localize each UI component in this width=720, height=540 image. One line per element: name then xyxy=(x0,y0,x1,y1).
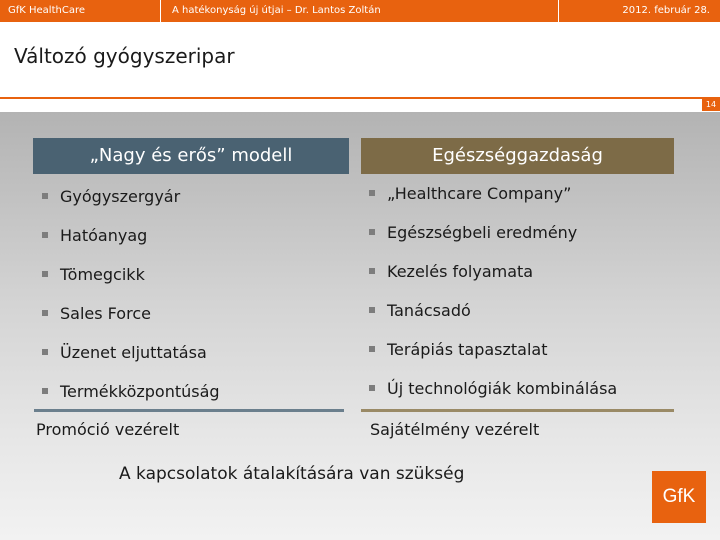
header-divider xyxy=(160,0,161,22)
square-bullet-icon xyxy=(369,268,375,274)
square-bullet-icon xyxy=(42,349,48,355)
list-item xyxy=(369,297,617,336)
page-number: 14 xyxy=(702,99,720,111)
square-bullet-icon xyxy=(42,310,48,316)
list-item-label: „Healthcare Company” xyxy=(387,184,572,203)
slide-title: Változó gyógyszeripar xyxy=(14,44,235,68)
list-item xyxy=(369,180,617,219)
gfk-logo: GfK xyxy=(652,471,706,523)
list-item-label: Sales Force xyxy=(60,304,151,323)
list-item xyxy=(369,336,617,375)
square-bullet-icon xyxy=(42,388,48,394)
square-bullet-icon xyxy=(369,346,375,352)
list-item-label: Új technológiák kombinálása xyxy=(387,379,618,398)
list-item-label: Tanácsadó xyxy=(387,301,471,320)
left-column-divider xyxy=(34,409,344,412)
list-item-label: Hatóanyag xyxy=(60,226,148,245)
header-presentation-title: A hatékonyság új útjai – Dr. Lantos Zoltán xyxy=(172,5,381,16)
list-item-label: Kezelés folyamata xyxy=(387,262,534,281)
list-item-label: Tömegcikk xyxy=(60,265,145,284)
list-item xyxy=(42,339,220,378)
right-column-list xyxy=(369,180,617,414)
square-bullet-icon xyxy=(369,190,375,196)
list-item xyxy=(369,258,617,297)
list-item xyxy=(42,300,220,339)
title-divider xyxy=(0,97,720,99)
square-bullet-icon xyxy=(369,307,375,313)
list-item-label: Gyógyszergyár xyxy=(60,187,181,206)
list-item xyxy=(42,261,220,300)
conclusion-text: A kapcsolatok átalakítására van szükség xyxy=(119,464,465,484)
square-bullet-icon xyxy=(369,385,375,391)
header-divider xyxy=(558,0,559,22)
right-column-footer: Sajátélmény vezérelt xyxy=(370,420,540,439)
list-item xyxy=(369,219,617,258)
list-item-label: Üzenet eljuttatása xyxy=(60,343,207,362)
list-item xyxy=(42,222,220,261)
header-company: GfK HealthCare xyxy=(8,5,85,16)
left-column-footer: Promóció vezérelt xyxy=(36,420,180,439)
left-column-list xyxy=(42,183,220,417)
list-item-label: Termékközpontúság xyxy=(60,382,220,401)
left-column-heading: „Nagy és erős” modell xyxy=(33,138,349,174)
list-item-label: Egészségbeli eredmény xyxy=(387,223,578,242)
square-bullet-icon xyxy=(42,232,48,238)
list-item xyxy=(42,183,220,222)
right-column-divider xyxy=(361,409,674,412)
square-bullet-icon xyxy=(369,229,375,235)
square-bullet-icon xyxy=(42,271,48,277)
list-item-label: Terápiás tapasztalat xyxy=(387,340,548,359)
square-bullet-icon xyxy=(42,193,48,199)
right-column-heading: Egészséggazdaság xyxy=(361,138,674,174)
header-bar xyxy=(0,0,720,22)
header-date: 2012. február 28. xyxy=(622,5,710,16)
